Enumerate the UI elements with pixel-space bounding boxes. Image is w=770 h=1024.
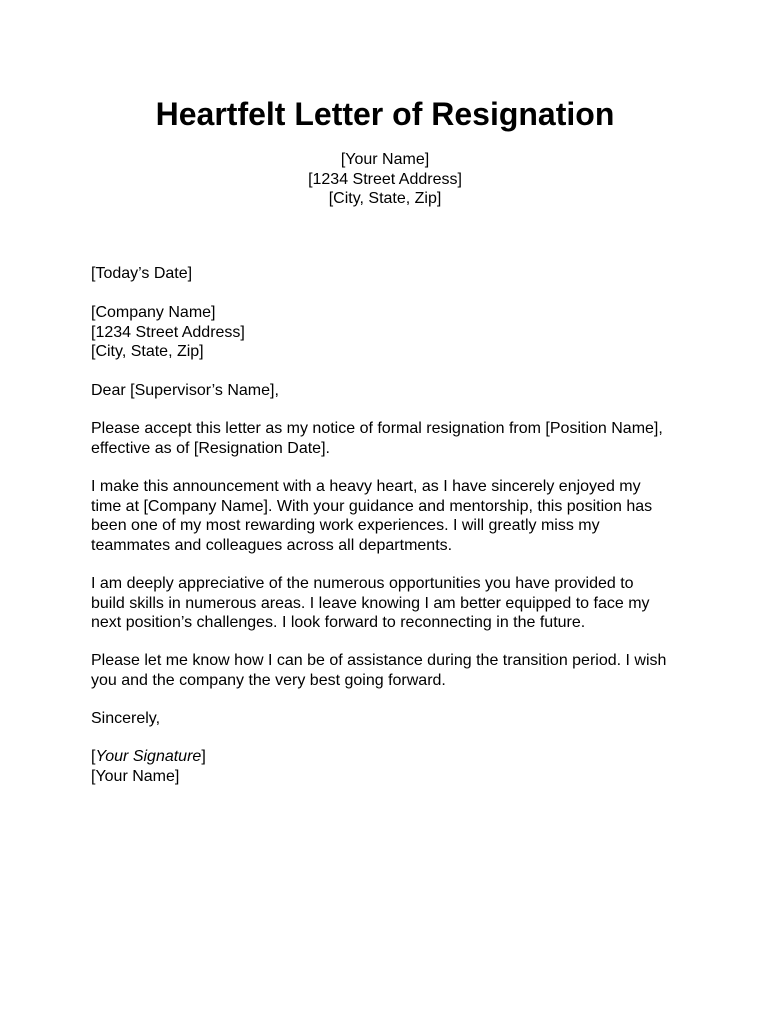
paragraph-notice (91, 419, 711, 458)
paragraph-appreciation (91, 574, 711, 633)
sender-street: [1234 Street Address] (308, 170, 462, 188)
closing-line: Sincerely, (91, 710, 161, 727)
signature-block (91, 747, 711, 786)
signature-close-bracket: ] (201, 748, 206, 765)
recipient-company: [Company Name] (91, 304, 216, 321)
sender-address-block (0, 150, 770, 209)
paragraph-line: I am deeply appreciative of the numerous opportunities you have provided to (91, 575, 634, 592)
paragraph-line: teammates and colleagues across all departments. (91, 536, 453, 554)
recipient-street: [1234 Street Address] (91, 323, 245, 341)
signature-placeholder: Your Signature (95, 748, 202, 765)
paragraph-line: been one of my most rewarding work experiences. I will greatly miss my (91, 517, 600, 534)
sender-city: [City, State, Zip] (328, 190, 442, 207)
paragraph-line: effective as of [Resignation Date]. (91, 439, 330, 457)
recipient-address-block (91, 303, 711, 362)
paragraph-transition (91, 651, 711, 690)
recipient-city: [City, State, Zip] (91, 343, 204, 360)
paragraph-line: I make this announcement with a heavy heart, as I have sincerely enjoyed my (91, 478, 641, 495)
signature-line (91, 747, 711, 767)
salutation: Dear [Supervisor’s Name], (91, 382, 279, 399)
paragraph-line: Please let me know how I can be of assistance during the transition period. I wish (91, 652, 667, 669)
document-title: Heartfelt Letter of Resignation (155, 96, 615, 132)
signer-name: [Your Name] (91, 767, 180, 785)
paragraph-announcement (91, 477, 711, 555)
paragraph-line: you and the company the very best going forward. (91, 671, 446, 689)
signature-open-bracket: [ (91, 748, 96, 765)
paragraph-line: time at [Company Name]. With your guidance and mentorship, this position has (91, 497, 653, 515)
letter-date: [Today’s Date] (91, 265, 193, 282)
paragraph-line: Please accept this letter as my notice of formal resignation from [Position Name], (91, 420, 663, 437)
paragraph-line: build skills in numerous areas. I leave knowing I am better equipped to face my (91, 594, 650, 612)
sender-name: [Your Name] (340, 151, 430, 168)
paragraph-line: next position’s challenges. I look forward to reconnecting in the future. (91, 614, 586, 631)
